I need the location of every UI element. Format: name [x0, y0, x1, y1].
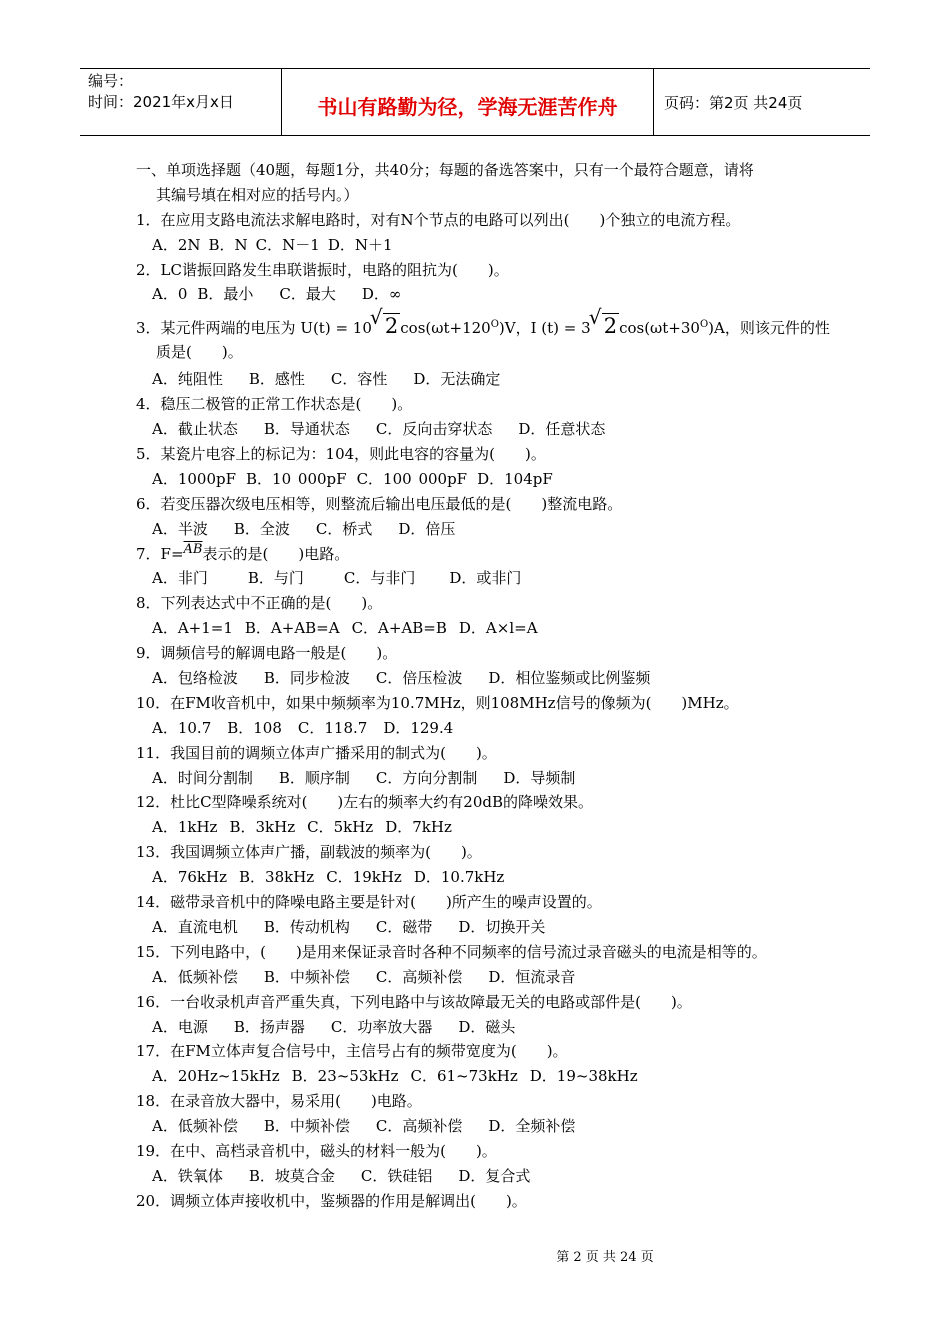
option: D．∞ — [361, 285, 402, 304]
option: D．磁头 — [458, 1017, 516, 1036]
options-11 — [136, 766, 856, 791]
option: C．高频补偿 — [375, 967, 463, 986]
option: C．A+AB=B — [351, 619, 447, 638]
question-list — [136, 158, 856, 1214]
options-2 — [136, 282, 856, 307]
options-15 — [136, 965, 856, 990]
option: B．传动机构 — [263, 917, 350, 936]
option: D．7kHz — [385, 818, 452, 837]
option: B．与门 — [247, 569, 304, 588]
option: A．76kHz — [152, 868, 227, 887]
option: A．1000pF — [152, 469, 237, 488]
option: C．N－1 — [255, 235, 320, 254]
option: D．104pF — [477, 469, 553, 488]
option: C．倍压检波 — [375, 669, 463, 688]
option: C．磁带 — [375, 917, 433, 936]
option: A．半波 — [152, 519, 208, 538]
options-7 — [136, 566, 856, 591]
options-5 — [136, 467, 856, 492]
overline-expression: $\overline{AB}$ — [183, 541, 203, 557]
option: A．10.7 — [152, 718, 212, 737]
option: A．低频补偿 — [152, 1117, 238, 1136]
question-17: 17．在FM立体声复合信号中，主信号占有的频带宽度为( )。 — [136, 1042, 568, 1061]
options-8 — [136, 616, 856, 641]
option: D．恒流录音 — [488, 967, 576, 986]
option: A．2N — [152, 235, 201, 254]
option: B．感性 — [248, 370, 305, 389]
date-label: 时间：2021年x月x日 — [88, 93, 234, 111]
question-3-part: )V，I (t) = 3 — [498, 319, 591, 338]
option: C．容性 — [330, 370, 388, 389]
page-header — [80, 68, 870, 136]
question-3-part: cos(ωt+30 — [619, 319, 700, 338]
option: A．截止状态 — [152, 420, 238, 439]
option: B．A+AB=A — [244, 619, 340, 638]
question-6: 6．若变压器次级电压相等，则整流后输出电压最低的是( )整流电路。 — [136, 494, 623, 513]
question-16: 16．一台收录机声音严重失真，下列电路中与该故障最无关的电路或部件是( )。 — [136, 992, 692, 1011]
option: D．复合式 — [458, 1166, 531, 1185]
question-20: 20．调频立体声接收机中，鉴频器的作用是解调出( )。 — [136, 1191, 527, 1210]
options-19 — [136, 1164, 856, 1189]
options-10 — [136, 716, 856, 741]
option: A．铁氧体 — [152, 1166, 223, 1185]
option: D．129.4 — [383, 718, 454, 737]
options-4 — [136, 417, 856, 442]
option: D．无法确定 — [413, 370, 501, 389]
option: B．108 — [227, 718, 282, 737]
option: D．A×l=A — [458, 619, 538, 638]
option: C．方向分割制 — [375, 768, 478, 787]
options-3 — [136, 367, 856, 392]
option: A．电源 — [152, 1017, 208, 1036]
question-5: 5．某瓷片电容上的标记为：104，则此电容的容量为( )。 — [136, 445, 546, 464]
options-16 — [136, 1015, 856, 1040]
question-12: 12．杜比C型降噪系统对( )左右的频率大约有20dB的降噪效果。 — [136, 793, 593, 812]
option: A．A+1=1 — [152, 619, 233, 638]
option: C．铁硅铝 — [360, 1166, 433, 1185]
option: B．顺序制 — [278, 768, 350, 787]
option: B．中频补偿 — [263, 967, 350, 986]
option: A．非门 — [152, 569, 208, 588]
question-3-part: cos(ωt+120 — [400, 319, 491, 338]
option: B．10 000pF — [246, 469, 347, 488]
header-motto-cell — [282, 69, 654, 135]
option: A．纯阻性 — [152, 370, 223, 389]
question-10: 10．在FM收音机中，如果中频频率为10.7MHz，则108MHz信号的像频为( )MHz。 — [136, 693, 739, 712]
question-9: 9．调频信号的解调电路一般是( )。 — [136, 644, 398, 663]
option: D．任意状态 — [518, 420, 606, 439]
option: B．全波 — [233, 519, 290, 538]
question-7-part: 7．F= — [136, 544, 184, 563]
question-18: 18．在录音放大器中，易采用( )电路。 — [136, 1092, 422, 1111]
option: B．坡莫合金 — [248, 1166, 335, 1185]
option: B．扬声器 — [233, 1017, 305, 1036]
option: B．中频补偿 — [263, 1117, 350, 1136]
options-1 — [136, 233, 856, 258]
option: D．相位鉴频或比例鉴频 — [488, 669, 651, 688]
options-14 — [136, 915, 856, 940]
sqrt-symbol: √ 2 — [593, 308, 619, 346]
option: D．N＋1 — [327, 235, 393, 254]
question-8: 8．下列表达式中不正确的是( )。 — [136, 594, 383, 613]
option: A．低频补偿 — [152, 967, 238, 986]
option: B．导通状态 — [263, 420, 350, 439]
option: D．10.7kHz — [413, 868, 505, 887]
option: B．同步检波 — [263, 669, 350, 688]
option: B．23~53kHz — [291, 1067, 399, 1086]
option: A．1kHz — [152, 818, 218, 837]
question-13: 13．我国调频立体声广播，副载波的频率为( )。 — [136, 843, 482, 862]
option: A．0 — [152, 285, 188, 304]
question-7 — [136, 542, 856, 567]
question-3-part: 3．某元件两端的电压为 U(t) = 10 — [136, 319, 372, 338]
section-intro-cont: 其编号填在相对应的括号内。） — [156, 185, 359, 204]
header-page-cell — [654, 69, 870, 135]
question-3-cont: 质是( )。 — [156, 343, 243, 362]
option: A．直流电机 — [152, 917, 238, 936]
option: A．包络检波 — [152, 669, 238, 688]
option: C．61~73kHz — [410, 1067, 518, 1086]
question-2: 2．LC谐振回路发生串联谐振时，电路的阻抗为( )。 — [136, 260, 509, 279]
section-intro: 一、单项选择题（40题，每题1分，共40分；每题的备选答案中，只有一个最符合题意，请将 — [136, 161, 754, 179]
option: B．3kHz — [229, 818, 296, 837]
option: C．反向击穿状态 — [375, 420, 493, 439]
question-1: 1．在应用支路电流法求解电路时，对有N个节点的电路可以列出( )个独立的电流方程。 — [136, 210, 741, 229]
option: C．5kHz — [307, 818, 374, 837]
option: C．与非门 — [343, 569, 416, 588]
question-7-part: 表示的是( )电路。 — [202, 544, 350, 563]
option: B．最小 — [197, 285, 254, 304]
option: C．100 000pF — [356, 469, 468, 488]
option: C．功率放大器 — [330, 1017, 433, 1036]
question-11: 11．我国目前的调频立体声广播采用的制式为( )。 — [136, 743, 497, 762]
option: B．38kHz — [239, 868, 315, 887]
option: D．倍压 — [398, 519, 456, 538]
options-17 — [136, 1064, 856, 1089]
option: C．桥式 — [315, 519, 373, 538]
options-13 — [136, 865, 856, 890]
question-15: 15．下列电路中，( )是用来保证录音时各种不同频率的信号流过录音磁头的电流是相等的。 — [136, 942, 767, 961]
sqrt-symbol: √ 2 — [374, 308, 400, 346]
options-12 — [136, 815, 856, 840]
motto: 书山有路勤为径，学海无涯苦作舟 — [317, 94, 618, 119]
question-3: 3．某元件两端的电压为 U(t) = 10 √ 2 $\cos(\omega t+120^O)V$，I (t) = 3 √ 2 $\cos(\omega t+30^O)A$，则该元件的性 — [136, 307, 856, 339]
options-6 — [136, 517, 856, 542]
option: D．全频补偿 — [488, 1117, 576, 1136]
option: D．或非门 — [449, 569, 522, 588]
question-19: 19．在中、高档录音机中，磁头的材料一般为( )。 — [136, 1141, 497, 1160]
option: C．最大 — [279, 285, 336, 304]
number-label: 编号： — [88, 72, 134, 90]
option: D．19~38kHz — [529, 1067, 638, 1086]
page-label: 页码：第2页 共24页 — [664, 93, 803, 112]
option: A．时间分割制 — [152, 768, 253, 787]
question-14: 14．磁带录音机中的降噪电路主要是针对( )所产生的噪声设置的。 — [136, 893, 602, 912]
option: C．118.7 — [297, 718, 368, 737]
options-9 — [136, 666, 856, 691]
option: A．20Hz~15kHz — [152, 1067, 280, 1086]
option: D．切换开关 — [458, 917, 546, 936]
options-18 — [136, 1114, 856, 1139]
option: C．高频补偿 — [375, 1117, 463, 1136]
page-footer: 第 2 页 共 24 页 — [556, 1250, 654, 1265]
option: C．19kHz — [326, 868, 402, 887]
option: D．导频制 — [503, 768, 576, 787]
question-4: 4．稳压二极管的正常工作状态是( )。 — [136, 395, 413, 414]
header-meta — [80, 69, 282, 135]
option: B．N — [208, 235, 248, 254]
question-3-part: )A，则该元件的性 — [708, 319, 830, 338]
